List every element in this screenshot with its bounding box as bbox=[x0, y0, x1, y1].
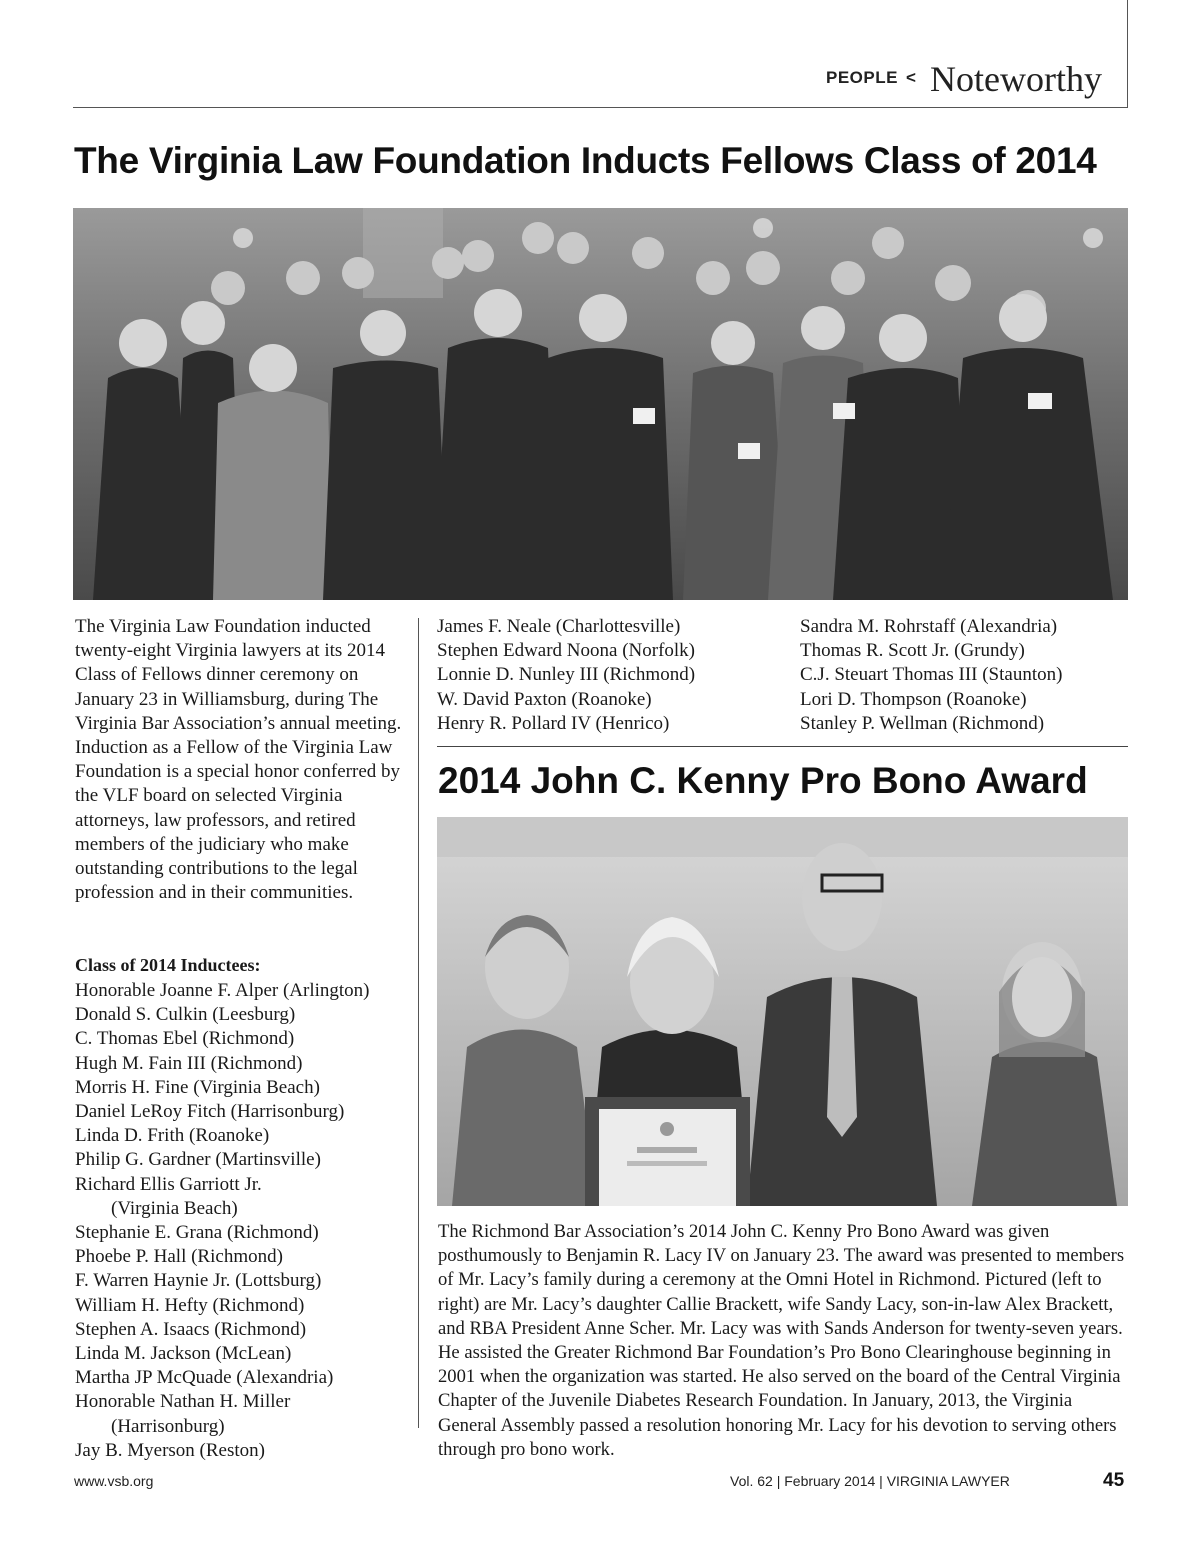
pro-bono-award-photo bbox=[437, 817, 1128, 1206]
footer-url: www.vsb.org bbox=[74, 1473, 154, 1489]
inductee-item: Sandra M. Rohrstaff (Alexandria) bbox=[800, 616, 1058, 637]
inductee-item: Stephanie E. Grana (Richmond) bbox=[75, 1222, 319, 1244]
page-number: 45 bbox=[1103, 1470, 1125, 1491]
inductee-item: Hugh M. Fain III (Richmond) bbox=[75, 1052, 303, 1074]
inductee-item-continuation: (Virginia Beach) bbox=[111, 1197, 238, 1219]
section-divider bbox=[437, 746, 1128, 747]
inductee-item: Morris H. Fine (Virginia Beach) bbox=[75, 1076, 320, 1098]
inductee-item: Thomas R. Scott Jr. (Grundy) bbox=[800, 640, 1025, 662]
inductee-item: Henry R. Pollard IV (Henrico) bbox=[437, 712, 670, 734]
footer-issue: Vol. 62 | February 2014 | VIRGINIA LAWYER bbox=[730, 1473, 1010, 1489]
inductee-item: C.J. Steuart Thomas III (Staunton) bbox=[800, 664, 1063, 686]
inductee-item: Jay B. Myerson (Reston) bbox=[75, 1439, 265, 1461]
inductee-item: Richard Ellis Garriott Jr. bbox=[75, 1173, 262, 1195]
inductee-item: Honorable Nathan H. Miller bbox=[75, 1391, 291, 1413]
inductee-item: Philip G. Gardner (Martinsville) bbox=[75, 1149, 321, 1171]
inductee-item: James F. Neale (Charlottesville) bbox=[437, 616, 681, 637]
inductee-item-continuation: (Harrisonburg) bbox=[111, 1415, 225, 1437]
inductees-list-col1 bbox=[75, 979, 415, 1463]
inductee-item: Stephen Edward Noona (Norfolk) bbox=[437, 640, 696, 662]
inductee-item: Stephen A. Isaacs (Richmond) bbox=[75, 1318, 307, 1340]
inductees-heading: Class of 2014 Inductees: bbox=[75, 955, 261, 975]
article1-title: The Virginia Law Foundation Inducts Fellows Class of 2014 bbox=[74, 140, 1097, 181]
inductee-item: Lori D. Thompson (Roanoke) bbox=[800, 688, 1027, 710]
inductee-item: Martha JP McQuade (Alexandria) bbox=[75, 1367, 334, 1389]
column-rule bbox=[418, 618, 419, 1428]
section-separator: < bbox=[906, 68, 916, 87]
inductee-item: Lonnie D. Nunley III (Richmond) bbox=[437, 664, 696, 686]
section-name: Noteworthy bbox=[930, 59, 1102, 99]
inductee-item: Donald S. Culkin (Leesburg) bbox=[75, 1004, 296, 1026]
inductee-item: William H. Hefty (Richmond) bbox=[75, 1294, 305, 1316]
inductee-item: C. Thomas Ebel (Richmond) bbox=[75, 1028, 295, 1050]
inductees-list-col2 bbox=[437, 615, 695, 736]
section-label: PEOPLE bbox=[826, 68, 898, 87]
header-vertical-rule bbox=[1127, 0, 1128, 108]
inductee-item: F. Warren Haynie Jr. (Lottsburg) bbox=[75, 1270, 322, 1292]
inductee-item: Stanley P. Wellman (Richmond) bbox=[800, 712, 1045, 734]
inductee-item: Phoebe P. Hall (Richmond) bbox=[75, 1246, 283, 1268]
inductee-item: Linda D. Frith (Roanoke) bbox=[75, 1125, 270, 1147]
article2-caption: The Richmond Bar Association’s 2014 John C. Kenny Pro Bono Award was given posthumously to Benjamin R. Lacy IV on January 23. The award was presented to members of Mr. Lacy’s family during a ceremony at the Omni Hotel in Richmond. Pictured (left to right) are Mr. Lacy’s daughter Callie Brackett, wife Sandy Lacy, son-in-law Alex Brackett, and RBA President Anne Scher. Mr. Lacy was with Sands Anderson for twenty-seven years. He assisted the Greater Richmond Bar Foundation’s Pro Bono Clearinghouse beginning in 2001 when the organization was started. He also served on the board of the Central Virginia Chapter of the Juvenile Diabetes Research Foundation. In January, 2013, the Virginia General Assembly passed a resolution honoring Mr. Lacy for his devotion to serving others through pro bono work. bbox=[438, 1221, 1125, 1460]
inductees-list-col3 bbox=[800, 615, 1062, 736]
header-rule bbox=[73, 107, 1128, 108]
article2-title: 2014 John C. Kenny Pro Bono Award bbox=[438, 760, 1088, 801]
inductee-item: Honorable Joanne F. Alper (Arlington) bbox=[75, 980, 370, 1001]
inductee-item: Daniel LeRoy Fitch (Harrisonburg) bbox=[75, 1101, 345, 1123]
inductee-item: W. David Paxton (Roanoke) bbox=[437, 688, 652, 710]
fellows-group-photo bbox=[73, 208, 1128, 600]
inductee-item: Linda M. Jackson (McLean) bbox=[75, 1343, 292, 1365]
article1-intro: The Virginia Law Foundation inducted twenty-eight Virginia lawyers at its 2014 Class of Fellows dinner ceremony on January 23 in Williamsburg, during The Virginia Bar Association’s annual meeting. Induction as a Fellow of the Virginia Law Foundation is a special honor conferred by the VLF board on selected Virginia attorneys, law professors, and retired members of the judiciary who make outstanding contributions to the legal profession and in their communities. bbox=[75, 616, 402, 904]
